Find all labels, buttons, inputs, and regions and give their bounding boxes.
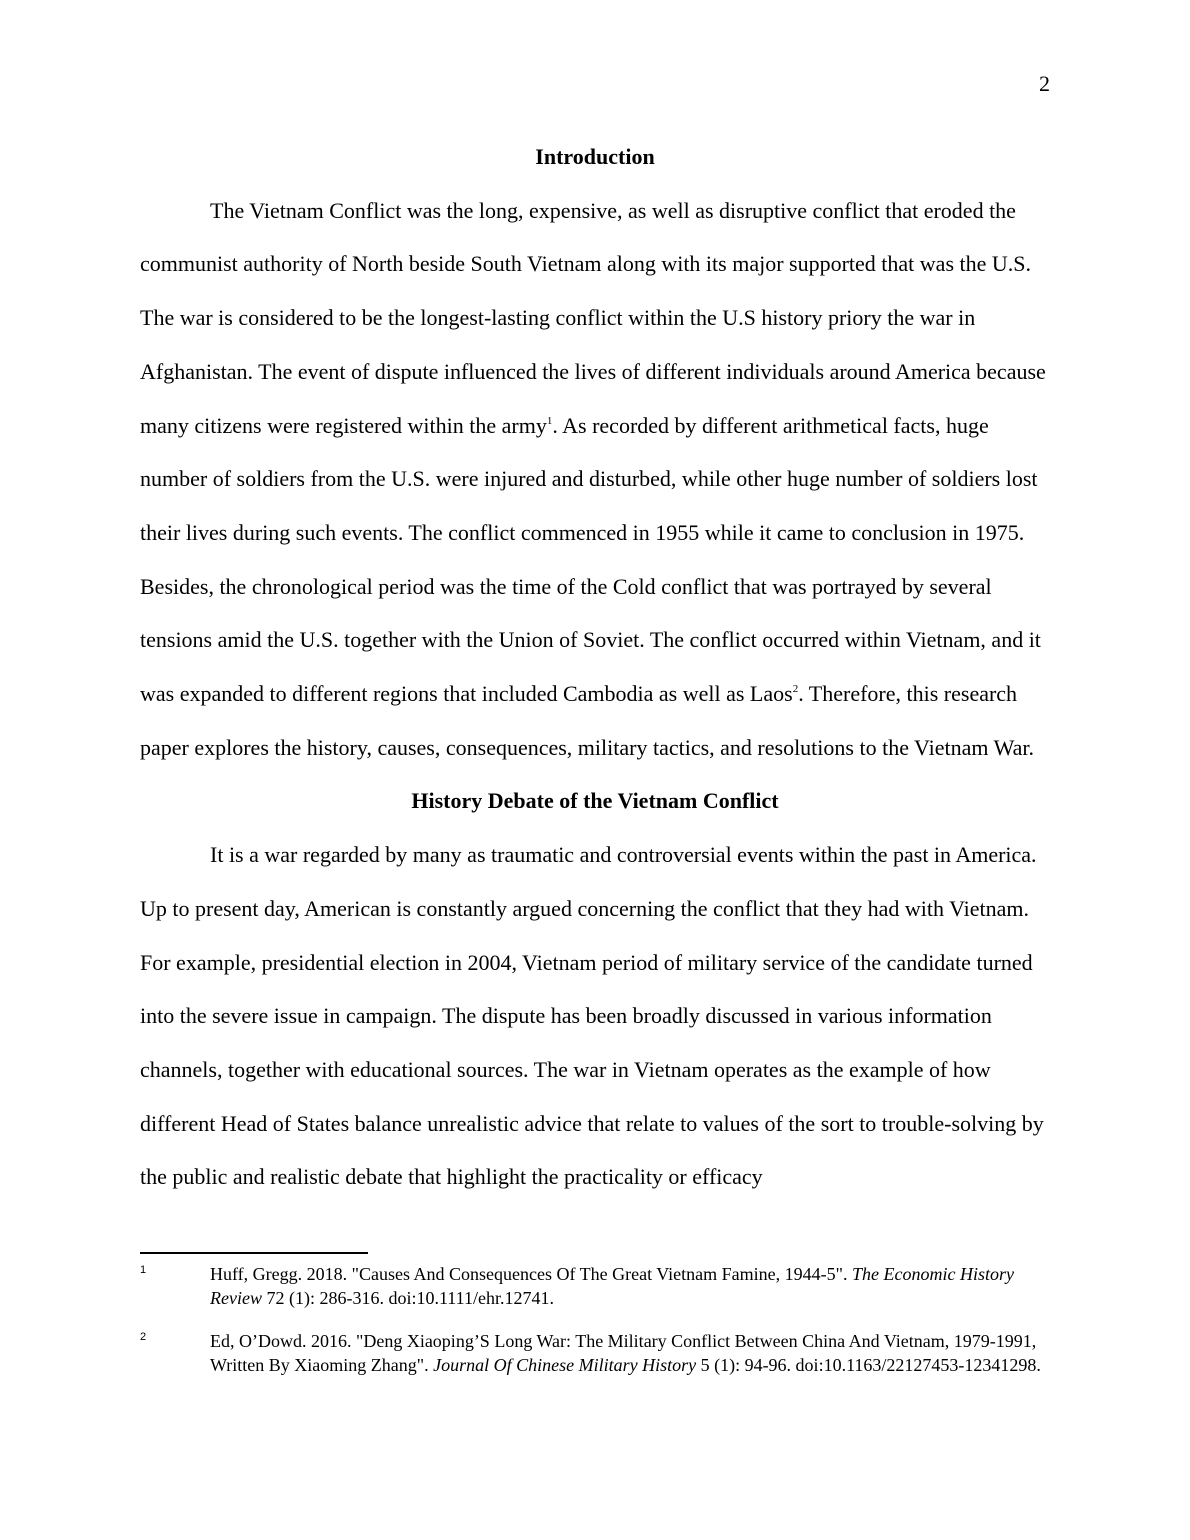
history-debate-text: It is a war regarded by many as traumatic and controversial events within the past in America. Up to present day, American is constantly argued concerning the conflict that they had with Vietnam. For example, presidential election in 2004, Vietnam period of military service of the candidate turned into the severe issue in campaign. The dispute has been broadly discussed in various information channels, together with educational sources. The war in Vietnam operates as the example of how different Head of States balance unrealistic advice that relate to values of the sort to trouble-solving by the public and realistic debate that highlight the practicality or efficacy [140,842,1044,1190]
section-heading-introduction: Introduction [535,144,655,169]
footnote-1 [140,1262,1050,1310]
footnote-mark-2: 2 [140,1331,147,1343]
section-heading-history-debate: History Debate of the Vietnam Conflict [411,788,779,814]
footnote-1-details: 72 (1): 286-316. doi:10.1111/ehr.12741. [261,1288,554,1308]
page-number: 2 [1039,71,1050,96]
document-body [140,130,1050,1204]
introduction-paragraph [140,184,1050,775]
intro-text-part-3: . Therefore, this research paper explores the history, causes, consequences, military tactics, and resolutions to the Vietnam War. [140,681,1034,760]
footnote-mark-1: 1 [140,1264,147,1276]
footnote-2 [140,1329,1050,1377]
footnote-separator [140,1252,368,1254]
intro-text-part-2: . As recorded by different arithmetical facts, huge number of soldiers from the U.S. were injured and disturbed, while other huge number of soldiers lost their lives during such events. The conflict commenced in 1955 while it came to conclusion in 1975. Besides, the chronological period was the time of the Cold conflict that was portrayed by several tensions amid the U.S. together with the Union of Soviet. The conflict occurred within Vietnam, and it was expanded to different regions that included Cambodia as well as Laos [140,412,1041,707]
footnote-reference-2[interactable]: 2 [792,683,799,696]
footnote-1-citation: Huff, Gregg. 2018. "Causes And Consequences Of The Great Vietnam Famine, 1944-5". [210,1264,852,1284]
history-debate-paragraph [140,828,1050,1204]
intro-text-part-1: The Vietnam Conflict was the long, expensive, as well as disruptive conflict that eroded the communist authority of North beside South Vietnam along with its major supported that was the U.S. The war is considered to be the longest-lasting conflict within the U.S history priory the war in Afghanistan. The event of dispute influenced the lives of different individuals around America because many citizens were registered within the army [140,197,1046,438]
footnotes [140,1262,1050,1396]
footnote-2-citation: Ed, O’Dowd. 2016. "Deng Xiaoping’S Long War: The Military Conflict Between China And Vietnam, 1979-1991, Written By Xiaoming Zhang". [210,1331,1037,1375]
footnote-2-journal: Journal Of Chinese Military History [433,1355,697,1375]
footnote-reference-1[interactable]: 1 [546,414,553,427]
footnote-2-details: 5 (1): 94-96. doi:10.1163/22127453-12341298. [696,1355,1041,1375]
footnote-1-journal: The Economic History Review [210,1264,1014,1308]
